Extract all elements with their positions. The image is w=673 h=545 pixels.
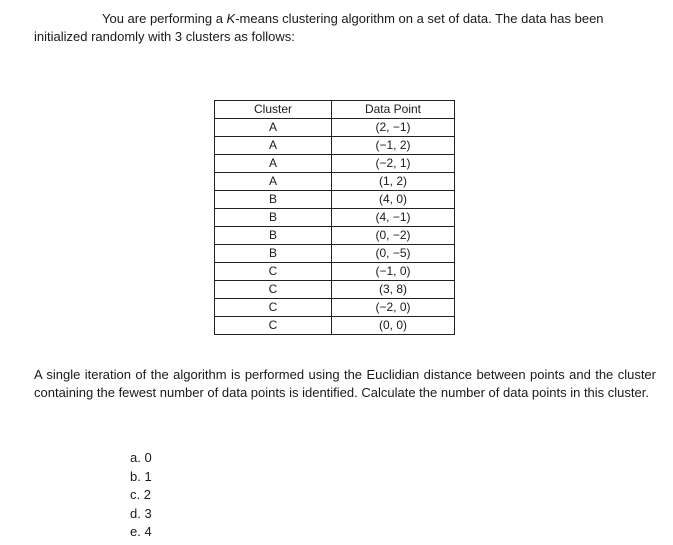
header-data-point: Data Point: [332, 101, 455, 119]
table-row: [215, 191, 455, 209]
cluster-cell: A: [215, 137, 332, 155]
option-c: c. 2: [130, 487, 151, 502]
data-point-cell: (0, 0): [332, 317, 455, 335]
table-row: [215, 299, 455, 317]
data-point-cell: (0, −2): [332, 227, 455, 245]
option-b: b. 1: [130, 468, 152, 484]
table-row: [215, 173, 455, 191]
table-row: [215, 263, 455, 281]
cluster-cell: B: [215, 191, 332, 209]
intro-paragraph: [34, 10, 644, 46]
table-row: [215, 155, 455, 173]
cluster-cell: B: [215, 245, 332, 263]
table-row: [215, 227, 455, 245]
answer-options: [130, 449, 152, 542]
cluster-cell: A: [215, 173, 332, 191]
data-point-cell: (−1, 0): [332, 263, 455, 281]
data-point-cell: (−2, 0): [332, 299, 455, 317]
table-row: [215, 119, 455, 137]
data-point-cell: (−2, 1): [332, 155, 455, 173]
option-d: d. 3: [130, 505, 152, 521]
cluster-table: [214, 100, 455, 335]
data-point-cell: (1, 2): [332, 173, 455, 191]
table-header-row: [215, 101, 455, 119]
data-point-cell: (2, −1): [332, 119, 455, 137]
cluster-cell: A: [215, 155, 332, 173]
intro-text-after: -means clustering algorithm on a set of data. The data has been initialized randomly with 3 clusters as follows:: [34, 11, 604, 44]
k-variable: K: [226, 11, 236, 26]
data-point-cell: (0, −5): [332, 245, 455, 263]
cluster-cell: C: [215, 281, 332, 299]
cluster-cell: C: [215, 317, 332, 335]
intro-text-before: You are performing a: [102, 11, 227, 26]
data-point-cell: (3, 8): [332, 281, 455, 299]
data-point-cell: (−1, 2): [332, 137, 455, 155]
question-text: A single iteration of the algorithm is performed using the Euclidian distance between points and the cluster containing the fewest number of data points is identified. Calculate the number of data points in this cluster.: [34, 367, 656, 400]
table-row: [215, 209, 455, 227]
table-row: [215, 281, 455, 299]
table-row: [215, 317, 455, 335]
header-cluster: Cluster: [215, 101, 332, 119]
cluster-cell: A: [215, 119, 332, 137]
cluster-cell: C: [215, 263, 332, 281]
cluster-cell: B: [215, 209, 332, 227]
table-row: [215, 245, 455, 263]
option-e: e. 4: [130, 524, 152, 539]
option-a: a. 0: [130, 450, 152, 465]
table-row: [215, 137, 455, 155]
data-point-cell: (4, 0): [332, 191, 455, 209]
data-point-cell: (4, −1): [332, 209, 455, 227]
cluster-cell: C: [215, 299, 332, 317]
cluster-cell: B: [215, 227, 332, 245]
